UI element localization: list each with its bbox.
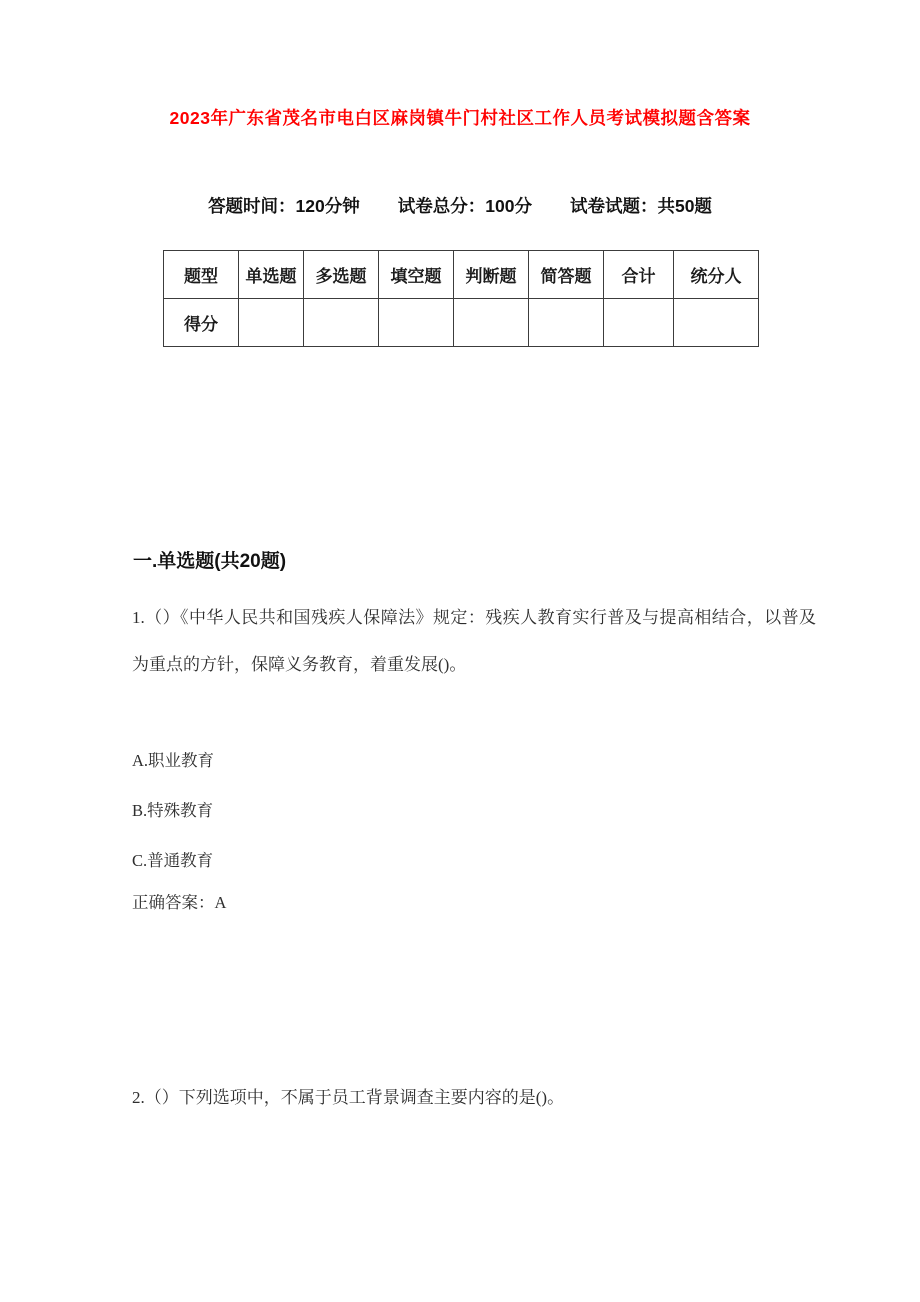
section-heading-single-choice: 一.单选题(共20题)	[133, 551, 287, 572]
exam-total-score-label: 试卷总分：100分	[397, 196, 532, 216]
score-cell-single-choice	[239, 299, 304, 347]
exam-duration-label: 答题时间：120分钟	[208, 196, 360, 216]
score-table-header-scorer: 统分人	[674, 251, 759, 299]
score-cell-short-answer	[529, 299, 604, 347]
score-table	[163, 250, 759, 347]
score-table-header-fill-blank: 填空题	[379, 251, 454, 299]
score-table-header-short-answer: 简答题	[529, 251, 604, 299]
score-cell-true-false	[454, 299, 529, 347]
document-title: 2023年广东省茂名市电白区麻岗镇牛门村社区工作人员考试模拟题含答案	[169, 108, 751, 128]
score-table-header-row	[164, 251, 759, 299]
question-1-option-b: B.特殊教育	[132, 801, 214, 820]
score-table-score-row	[164, 299, 759, 347]
score-cell-total	[604, 299, 674, 347]
score-row-label: 得分	[164, 299, 239, 347]
score-table-header-question-type: 题型	[164, 251, 239, 299]
question-1-answer: 正确答案：A	[132, 893, 227, 912]
exam-question-count-label: 试卷试题：共50题	[569, 196, 712, 216]
score-table-header-multi-choice: 多选题	[304, 251, 379, 299]
question-1-option-c: C.普通教育	[132, 851, 214, 870]
score-table-header-single-choice: 单选题	[239, 251, 304, 299]
score-cell-multi-choice	[304, 299, 379, 347]
question-1-text: 1.（）《中华人民共和国残疾人保障法》规定：残疾人教育实行普及与提高相结合，以普及为重点的方针，保障义务教育，着重发展()。	[132, 608, 816, 674]
score-cell-fill-blank	[379, 299, 454, 347]
exam-info-line	[0, 193, 920, 218]
score-cell-scorer	[674, 299, 759, 347]
question-2-text: 2.（）下列选项中，不属于员工背景调查主要内容的是()。	[132, 1088, 565, 1107]
score-table-header-true-false: 判断题	[454, 251, 529, 299]
score-table-header-total: 合计	[604, 251, 674, 299]
question-1-option-a: A.职业教育	[132, 751, 215, 770]
